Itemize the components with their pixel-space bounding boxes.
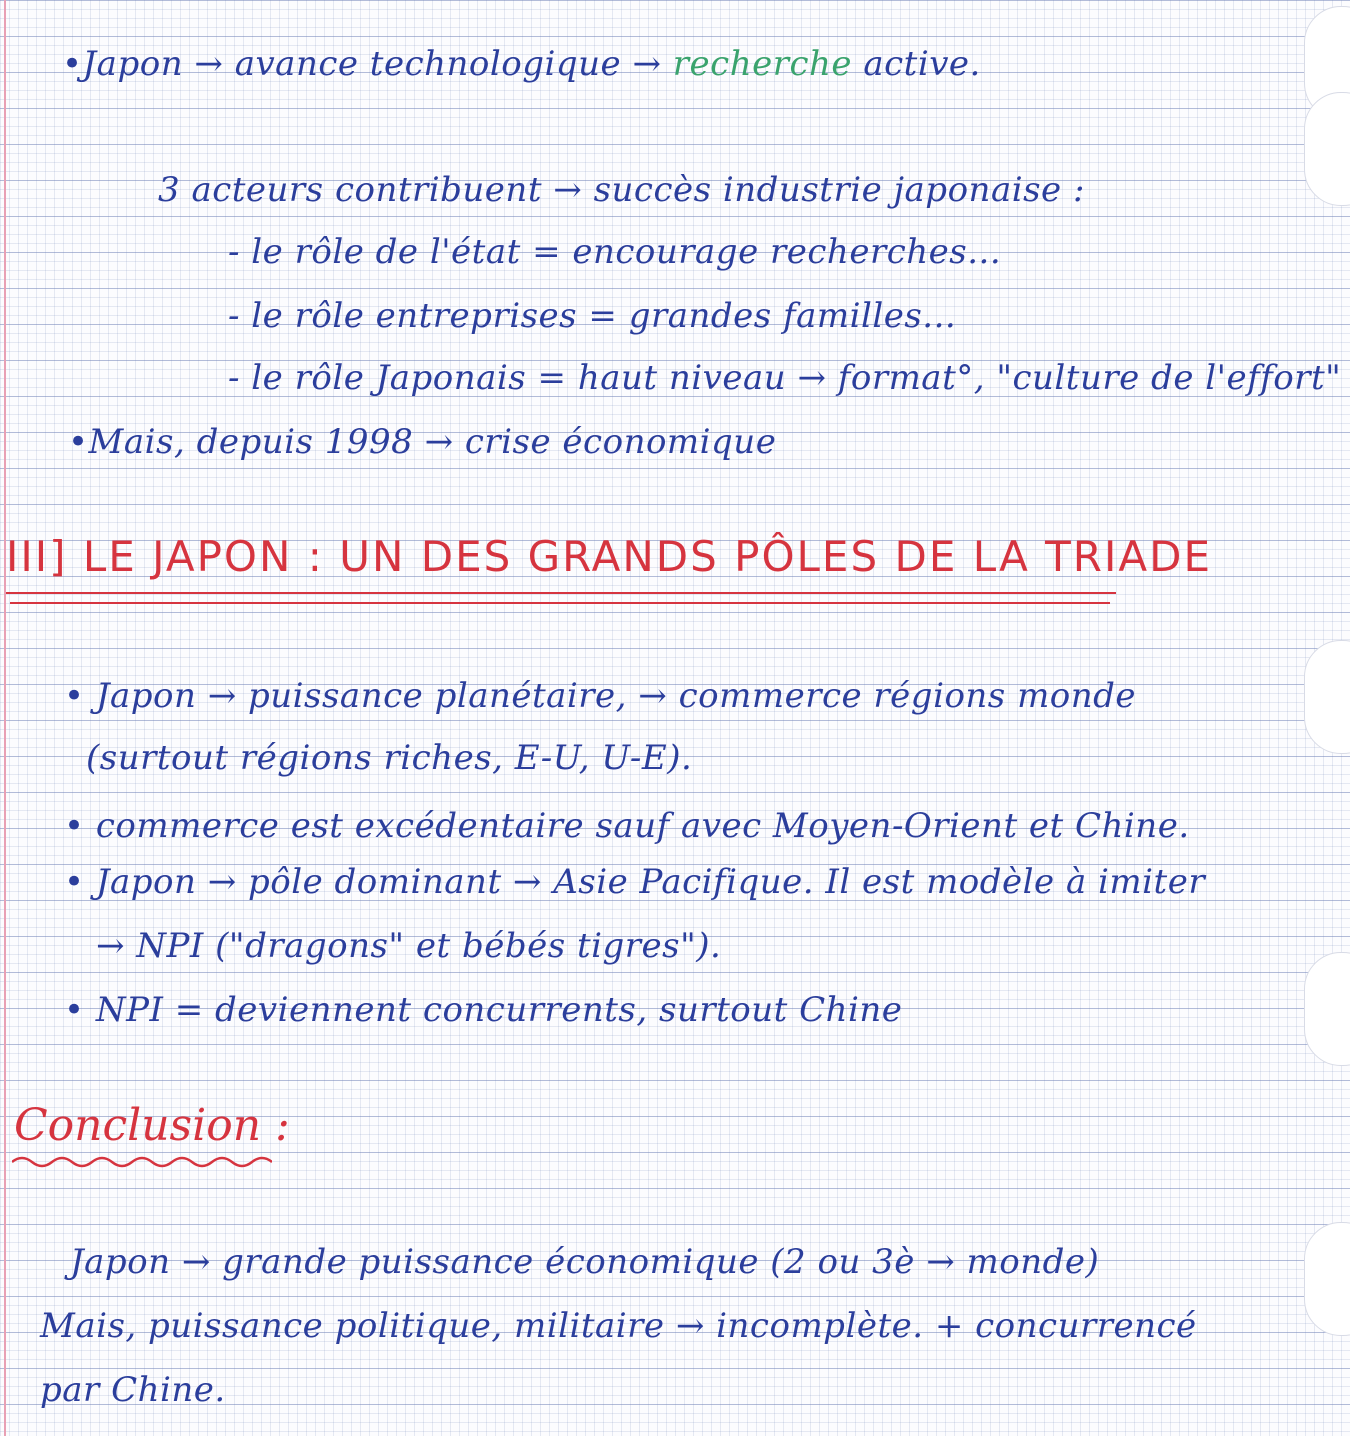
heading-underline (10, 602, 1110, 604)
note-text: active. (863, 44, 981, 84)
conclusion-line: par Chine. (40, 1370, 226, 1410)
note-line: • Japon → puissance planétaire, → commerce régions monde (64, 676, 1137, 716)
note-line: (surtout régions riches, E-U, U-E). (86, 738, 693, 778)
heading-underline (6, 592, 1116, 594)
binder-hole (1304, 1222, 1350, 1336)
binder-hole (1304, 952, 1350, 1066)
note-line: → NPI ("dragons" et bébés tigres"). (96, 926, 722, 966)
conclusion-line: Japon → grande puissance économique (2 ou 3è → monde) (70, 1242, 1100, 1282)
role-item: - le rôle de l'état = encourage recherches... (228, 232, 1002, 272)
binder-hole (1304, 640, 1350, 754)
note-line-actors: 3 acteurs contribuent → succès industrie japonaise : (158, 170, 1085, 210)
margin-line (4, 0, 6, 1436)
role-item: - le rôle Japonais = haut niveau → format°, "culture de l'effort" (228, 358, 1342, 398)
note-line: • Japon → pôle dominant → Asie Pacifique. Il est modèle à imiter (64, 862, 1206, 902)
wavy-underline (12, 1152, 272, 1172)
note-line-technology (62, 44, 981, 84)
conclusion-line: Mais, puissance politique, militaire → incomplète. + concurrencé (40, 1306, 1197, 1346)
note-line: • NPI = deviennent concurrents, surtout Chine (64, 990, 903, 1030)
section-heading: III] LE JAPON : UN DES GRANDS PÔLES DE LA TRIADE (6, 532, 1212, 581)
note-text: •Japon → avance technologique → (62, 44, 662, 84)
highlight-word: recherche (672, 44, 853, 84)
note-line-crisis: •Mais, depuis 1998 → crise économique (68, 422, 777, 462)
binder-hole (1304, 92, 1350, 206)
note-line: • commerce est excédentaire sauf avec Moyen-Orient et Chine. (64, 806, 1190, 846)
conclusion-heading: Conclusion : (14, 1100, 290, 1151)
role-item: - le rôle entreprises = grandes familles... (228, 296, 957, 336)
